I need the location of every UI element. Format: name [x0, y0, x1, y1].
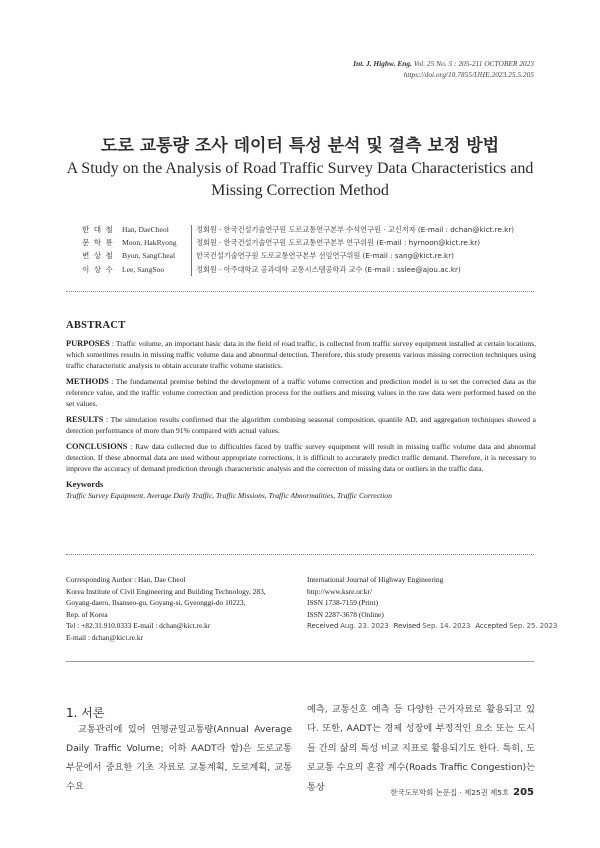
title-english [60, 158, 540, 202]
pub-issn-online: ISSN 2287-3678 (Online) [307, 609, 384, 619]
author-name-en: Moon, HakRyong [122, 238, 177, 248]
conclusions-label: CONCLUSIONS [66, 442, 128, 451]
keywords-list: Traffic Survey Equipment, Average Daily Traffic, Traffic Missions, Traffic Abnormalities, Traffic Correction [66, 491, 392, 500]
corr-contact: Tel : +82.31.910.0333 E-mail : dchan@kict.re.kr [66, 621, 211, 631]
title-korean: 도로 교통량 조사 데이터 특성 분석 및 결측 보정 방법 [100, 136, 500, 156]
body-right-column: 예측, 교통신호 예측 등 다양한 근거자료로 활용되고 있다. 또한, AADT는 경제 성장에 부정적인 요소 또는 도시들 간의 삶의 특성 비교 지표로 활용되기도 한다. 특히, 도로교통 수요의 혼잡 계수(Roads Traffic Congestion)는 통상 [307, 704, 535, 793]
purposes-text: : Traffic volume, an important basic data in the field of road traffic, is collected from traffic survey equipment installed at certain locations, which sometimes results in missing traffic volume data and abnormal detection. Therefore, this study presents various missing correction techniques using traffic characteristic analysis to obtain accurate traffic volume statistics. [66, 339, 536, 370]
corr-line: Korea Institute of Civil Engineering and Building Technology, 283, [66, 586, 266, 596]
corr-line: Rep. of Korea [66, 609, 108, 619]
results-label: RESULTS [66, 415, 104, 424]
author-name-en: Han, DaeCheol [122, 225, 169, 234]
abstract-section [66, 320, 536, 501]
received-date: Aug. 23. 2023 [340, 622, 389, 631]
abstract-results [66, 414, 536, 436]
divider-bottom [66, 661, 534, 662]
author-name-ko: 이 상 수 [82, 264, 114, 274]
author-row [82, 249, 552, 262]
page-footer [390, 787, 534, 798]
page-number: 205 [513, 787, 534, 798]
pub-issn-print: ISSN 1738-7159 (Print) [307, 598, 379, 608]
abstract-conclusions [66, 441, 536, 474]
corr-line: Goyang-daero, Ilsanseo-gu, Goyang-si, Gyeonggi-do 10223, [66, 598, 246, 608]
pub-dates [307, 620, 558, 633]
keywords-heading: Keywords [66, 479, 104, 489]
received-label: Received [307, 622, 339, 631]
section-title: 1. 서론 [66, 706, 105, 720]
publication-info [307, 574, 558, 633]
journal-volume: Vol. 25 No. 5 : 205-211 OCTOBER 2023 [413, 59, 534, 68]
title-english-line1: A Study on the Analysis of Road Traffic Survey Data Characteristics and [66, 160, 534, 177]
journal-citation [353, 58, 534, 69]
author-affiliation: 정회원 · 한국건설기술연구원 도로교통연구본부 수석연구원 · 교신저자 (E-mail : dchan@kict.re.kr) [196, 225, 515, 234]
revised-label: Revised [393, 622, 421, 631]
corr-email[interactable]: E-mail : dchan@kict.re.kr [66, 632, 143, 642]
accepted-label: Accepted [475, 622, 508, 631]
author-affiliation: 한국건설기술연구원 도로교통연구본부 선임연구위원 (E-mail : sang@kict.re.kr) [196, 251, 454, 261]
pub-url[interactable]: http://www.ksre.or.kr/ [307, 586, 373, 596]
pub-journal-name: International Journal of Highway Engineering [307, 575, 444, 584]
author-name-ko: 문 학 룡 [82, 238, 114, 248]
corr-line: Corresponding Author : Han, Dae Cheol [66, 575, 186, 584]
methods-text: : The fundamental premise behind the development of a traffic volume correction and prediction model is to set the corrected data as the reference value, and the traffic volume correction and prediction process for the outliers and missing values in the raw data were performed based on the set values. [66, 377, 536, 408]
journal-abbrev: Int. J. Highw. Eng. [353, 59, 412, 68]
purposes-label: PURPOSES [66, 339, 110, 348]
methods-label: METHODS [66, 377, 109, 386]
author-row [82, 223, 552, 236]
author-affiliation: 정회원 · 아주대학교 공과대학 교통시스템공학과 교수 (E-mail : sslee@ajou.ac.kr) [196, 264, 461, 274]
abstract-purposes [66, 338, 536, 371]
conclusions-text: : Raw data collected due to difficulties faced by traffic survey equipment will result in missing traffic volume data and abnormal detection. If these abnormal data are used without appropriate corrections, it is difficult to accurately predict traffic demand. Therefore, it is necessary to improve the accuracy of demand prediction through characteristic analysis and the correction of missing data or outliers in the traffic data. [66, 442, 536, 473]
footer-journal: 한국도로학회 논문집 · 제25권 제5호 [390, 788, 510, 797]
divider-middle [66, 554, 534, 555]
author-row [82, 263, 552, 276]
author-name-en: Lee, SangSoo [122, 264, 165, 274]
author-list [82, 223, 552, 276]
author-row [82, 236, 552, 249]
abstract-methods [66, 376, 536, 409]
title-english-line2: Missing Correction Method [211, 182, 389, 199]
accepted-date: Sep. 25. 2023 [509, 622, 558, 631]
journal-header [353, 58, 534, 80]
body-left-column: 교통관리에 있어 연평균일교통량(Annual Average Daily Traffic Volume; 이하 AADT라 함)은 도로교통 부문에서 중요한 기초 자료로 교통계획, 도로계획, 교통수요 [66, 724, 292, 792]
divider-top [66, 291, 534, 292]
author-name-ko: 한 대 철 [82, 225, 114, 234]
author-name-en: Byun, SangCheal [122, 251, 176, 261]
doi-link[interactable]: https://doi.org/10.7855/IJHE.2023.25.5.205 [403, 70, 534, 79]
results-text: : The simulation results confirmed that the algorithm combining seasonal composition, quantile AD, and aggregation techniques showed a detection performance of more than 91% compared with actual values. [66, 415, 536, 435]
author-affiliation: 정회원 · 한국건설기술연구원 도로교통연구본부 연구위원 (E-mail : hyrnoon@kict.re.kr) [196, 238, 481, 248]
abstract-heading: ABSTRACT [66, 320, 126, 331]
corresponding-author [66, 574, 302, 644]
revised-date: Sep. 14. 2023 [422, 622, 471, 631]
author-name-ko: 변 상 철 [82, 251, 114, 261]
